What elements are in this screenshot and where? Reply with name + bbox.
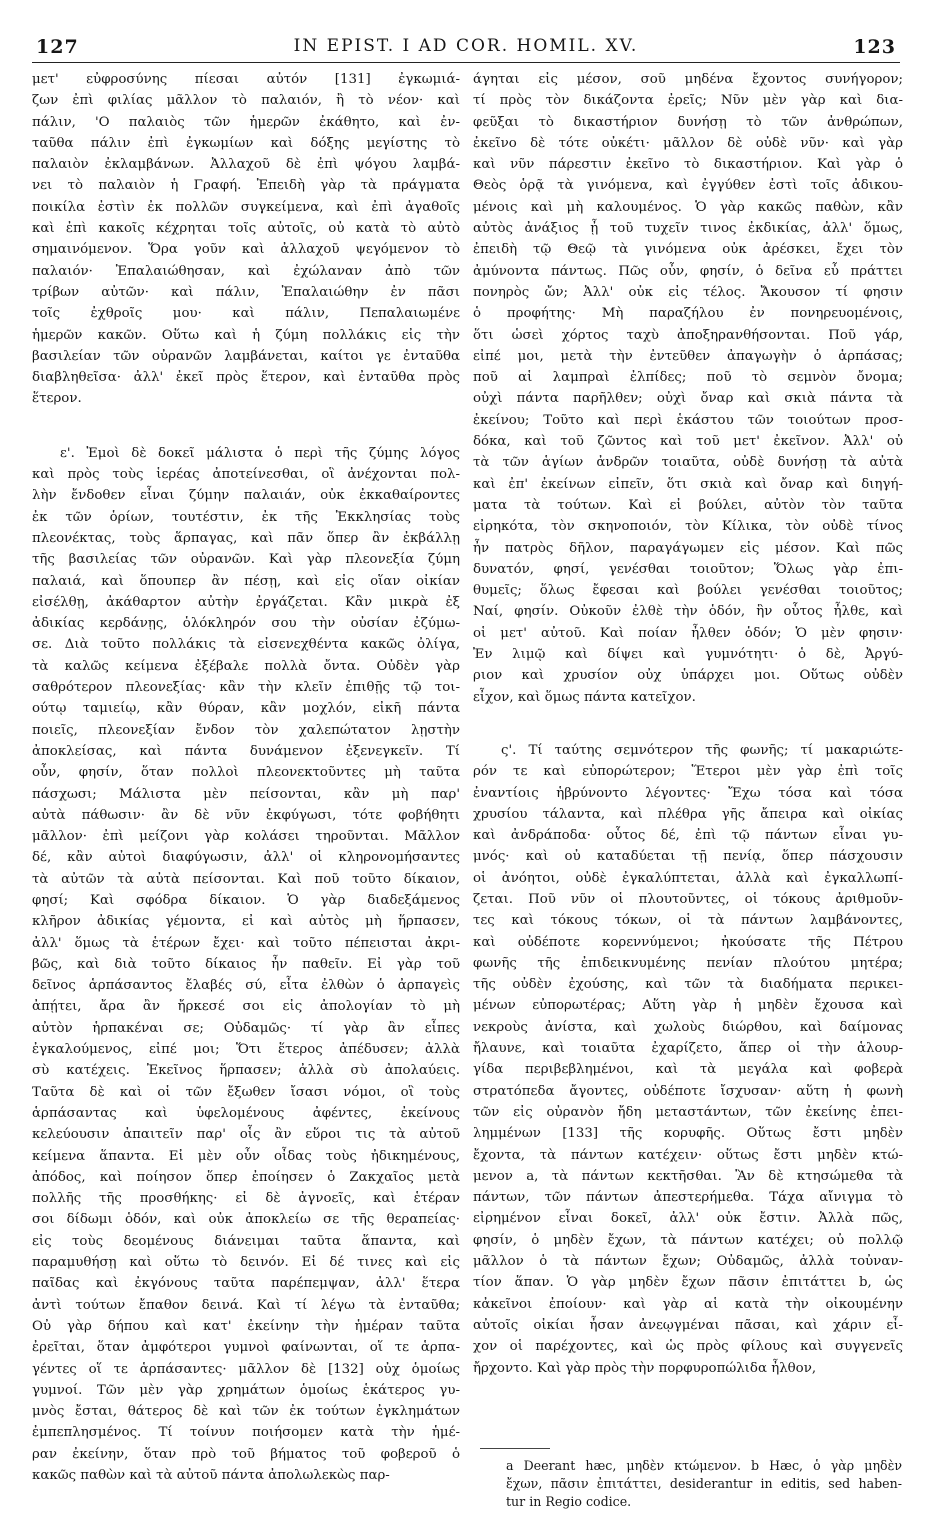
text-line: ἤλαυνε, καὶ τοιαῦτα ἐχαρίζετο, ἅπερ οἱ τὴν ἁλουρ- bbox=[473, 1041, 903, 1057]
text-line: εἰρημένον εἶναι δοκεῖ, ἀλλ' οὐκ ἔστιν. Ἀλλὰ πῶς, bbox=[473, 1211, 903, 1227]
text-line: Ναί, φησίν. Οὐκοῦν ἐλθὲ τὴν ὁδόν, ἣν οὗτος ἦλθε, καὶ bbox=[473, 604, 903, 620]
text-line: τί πρὸς τὸν δικάζοντα ἐρεῖς; Νῦν μὲν γὰρ καὶ δια- bbox=[473, 93, 903, 109]
text-line: οἱ μετ' αὐτοῦ. Καὶ ποίαν ἦλθεν ὁδόν; Ὁ μὲν φησιν· bbox=[473, 625, 903, 641]
text-line: οἱ ἀνόητοι, οὐδὲ ἐγκαλύπτεται, ἀλλὰ καὶ ἐγκαλλωπί- bbox=[473, 870, 903, 886]
paragraph-section-6 bbox=[473, 740, 903, 1379]
text-line: χον οἱ παρέχοντες, καὶ ὡς πρὸς φίλους καὶ συγγενεῖς bbox=[473, 1339, 903, 1355]
text-line: τίον ἅπαν. Ὁ γὰρ μηδὲν ἔχων πᾶσιν ἐπιτάττει b, ὡς bbox=[473, 1275, 903, 1291]
page-number-right: 123 bbox=[853, 36, 896, 58]
text-line: γέντες οἵ τε ἁρπάσαντες· μᾶλλον δὲ [132] οὐχ ὁμοίως bbox=[32, 1361, 460, 1377]
text-line: ἔχοντα, τὰ πάντων κατέχειν· οὕτως ἔστι μηδὲν κτώ- bbox=[473, 1147, 903, 1163]
text-line: ε'. Ἐμοὶ δὲ δοκεῖ μάλιστα ὁ περὶ τῆς ζύμης λόγος bbox=[60, 445, 460, 461]
text-line: ἐκ τῶν ὁρίων, τουτέστιν, ἐκ τῆς Ἐκκλησίας τοὺς bbox=[32, 509, 460, 525]
text-line: λημμένων [133] τῆς κορυφῆς. Οὕτως ἔστι μηδὲν bbox=[473, 1126, 903, 1142]
text-line: μένων εὐπορωτέρας; Αὕτη γὰρ ἡ μηδὲν ἔχουσα καὶ bbox=[473, 998, 903, 1014]
text-line: μᾶλλον· ἐπὶ μείζονι γὰρ κολάσει τηροῦνται. Μᾶλλον bbox=[32, 829, 460, 845]
text-line: ἐναντίοις ἡβρύνοντο λέγοντες· Ἔχω τόσα καὶ τόσα bbox=[473, 785, 903, 801]
text-line: Οὐ γὰρ δήπου καὶ κατ' ἐκείνην τὴν ἡμέραν ταῦτα bbox=[32, 1318, 460, 1334]
text-line: πονηρὸς ὤν; Ἀλλ' οὐκ εἰς τέλος. Ἄκουσον τί φησιν bbox=[473, 284, 903, 300]
text-line: ζεται. Ποῦ νῦν οἱ πλουτοῦντες, οἱ τόκους ἀριθμοῦν- bbox=[473, 891, 903, 907]
text-line: αὐτὰ πάθωσιν· ἂν δὲ νῦν ἐκφύγωσι, τότε φοβήθητι bbox=[32, 807, 460, 823]
text-line: στρατόπεδα ἄγοντες, οὐδέποτε ἴσχυσαν· αὕτη ἡ φωνὴ bbox=[473, 1083, 903, 1099]
text-line: κακῶς παθὼν καὶ τὰ αὐτοῦ πάντα ἀπολωλεκὼς παρ- bbox=[32, 1468, 390, 1483]
text-line: εἰρηκότα, τὸν σκηνοποιόν, τὸν Κίλικα, τὸν οὐδὲ τίνος bbox=[473, 519, 903, 535]
text-line: μετ' εὐφροσύνης πίεσαι αὐτόν [131] ἐγκωμιά- bbox=[32, 72, 460, 87]
text-line: δεῖνος ἁρπάσαντος ἔλαβές σύ, εἶτα ἐλθὼν ὁ ἀρπαγεὶς bbox=[32, 978, 460, 994]
text-line: ἁρπάσαντας καὶ ὑφελομένους ἀφέντες, ἐκείνους bbox=[32, 1105, 460, 1121]
text-line: φεῦξαι τὸ δικαστήριον δυνήσῃ τὸ τῶν ἀνθρώπων, bbox=[473, 114, 903, 130]
text-line: πλεονέκτας, τοὺς ἅρπαγας, καὶ πᾶν ὅπερ ἂν ἐκβάλλῃ bbox=[32, 530, 460, 546]
text-line: βασιλείαν τῶν οὐρανῶν λαμβάνεται, καίτοι γε ἐνταῦθα bbox=[32, 348, 460, 364]
text-line: οὖν, φησίν, ὅταν πολλοὶ πλεονεκτοῦντες μὴ ταῦτα bbox=[32, 765, 460, 781]
text-line: παλαιόν· Ἐπαλαιώθησαν, καὶ ἐχώλαναν ἀπὸ τῶν bbox=[32, 263, 460, 279]
text-line: σε. Διὰ τοῦτο πολλάκις τὰ εἰσενεχθέντα κακῶς ὀλίγα, bbox=[32, 637, 460, 653]
text-line: πάλιν, 'Ο παλαιὸς τῶν ἡμερῶν ἐκάθητο, καὶ ἐν- bbox=[32, 114, 460, 130]
text-line: μνός· καὶ οὐ καταδύεται τῇ πενίᾳ, ὅπερ πάσχουσιν bbox=[473, 849, 903, 865]
footnote-line: a Deerant hæc, μηδὲν κτώμενον. b Hæc, ὁ γὰρ μηδὲν bbox=[506, 1458, 902, 1473]
text-line: Ταῦτα δὲ καὶ οἱ τῶν ἔξωθεν ἴσασι νόμοι, οἳ τοὺς bbox=[32, 1084, 460, 1100]
text-line: ραν ἐκείνην, ὅταν πρὸ τοῦ βήματος τοῦ φοβεροῦ ὁ bbox=[32, 1446, 460, 1462]
text-line: καὶ πρὸς τοὺς ἱερέας ἀποτείνεσθαι, οἳ ἀνέχονται πολ- bbox=[32, 467, 460, 483]
text-line: οὐχὶ πάντα παρῆλθεν; οὐχὶ ὄναρ καὶ σκιὰ πάντα τὰ bbox=[473, 391, 903, 407]
text-line: ἦν πατρὸς δῆλον, παραγάγωμεν εἰς μέσον. Καὶ πῶς bbox=[473, 540, 903, 556]
text-line: γυμνοί. Τῶν μὲν γὰρ χρημάτων ὁμοίως ἑκάτερος γυ- bbox=[32, 1382, 460, 1398]
text-line: ούτῳ ταμιείῳ, κἂν θύραν, κἂν μοχλόν, εἰκῆ πάντα bbox=[32, 701, 460, 717]
text-line: κλῆρον ἀδικίας γέμοντα, εἰ καὶ αὐτὸς μὴ ἥρπασεν, bbox=[32, 914, 460, 930]
text-line: μᾶλλον ὁ τὰ πάντων ἔχων; Οὐδαμῶς, ἀλλὰ τοὐναν- bbox=[473, 1254, 903, 1270]
text-line: καὶ νῦν πάρεστιν ἐκεῖνο τὸ δικαστήριον. Καὶ γὰρ ὁ bbox=[473, 157, 903, 173]
text-line: ἀπῄτει, ἄρα ἂν ἤρκεσέ σοι εἰς ἀπολογίαν τὸ μὴ bbox=[32, 999, 460, 1015]
text-line: ἡμερῶν κακῶν. Οὕτω καὶ ἡ ζύμη πολλάκις εἰς τὴν bbox=[32, 327, 460, 343]
left-column bbox=[32, 69, 460, 1486]
text-line: σημαινόμενον. Ὅρα γοῦν καὶ ἀλλαχοῦ ψεγόμενον τὸ bbox=[32, 242, 460, 258]
paragraph bbox=[32, 69, 460, 410]
text-line: ταῦθα πάλιν ἐπὶ ἐγκωμίων καὶ δόξης μεγίστης τὸ bbox=[32, 135, 460, 151]
text-line: ματα τὰ τούτων. Καὶ εἰ βούλει, αὐτὸν τὸν ταῦτα bbox=[473, 497, 903, 513]
text-line: φησίν, ὁ μηδὲν ἔχων, τὰ πάντων κατέχει; οὐ πολλῷ bbox=[473, 1232, 903, 1248]
text-line: μενον a, τὰ πάντων κεκτῆσθαι. Ἂν δὲ κτησώμεθα τὰ bbox=[473, 1168, 903, 1184]
text-line: λὴν ἔνδοθεν εἶναι ζύμην παλαιάν, οὐκ ἐκκαθαίροντες bbox=[32, 488, 460, 504]
text-line: θυμεῖς; ὅλως ἔφεσαι καὶ βούλει γενέσθαι τοιοῦτος; bbox=[473, 583, 903, 599]
text-line: ἤρχοντο. Καὶ γὰρ πρὸς τὴν πορφυροπώλιδα ἦλθον, bbox=[473, 1360, 817, 1376]
text-line: εἶχον, καὶ ὅμως πάντα κατεῖχον. bbox=[473, 689, 696, 705]
text-line: δόκα, καὶ τοῦ ζῶντος καὶ τοῦ μετ' ἐκεῖνον. Ἀλλ' οὐ bbox=[473, 434, 903, 450]
text-line: ς'. Τί ταύτης σεμνότερον τῆς φωνῆς; τί μακαριώτε- bbox=[501, 742, 903, 758]
text-line: παλαιὸν ἐκλαμβάνων. Ἀλλαχοῦ δὲ ἐπὶ ψόγου λαμβά- bbox=[32, 157, 460, 173]
text-line: δέ, κἂν αὐτοὶ διαφύγωσιν, ἀλλ' οἱ κληρονομήσαντες bbox=[32, 850, 460, 866]
text-line: ἀντὶ τούτων ἔπαθον δεινά. Καὶ τί λέγω τὰ ἐνταῦθα; bbox=[32, 1297, 460, 1313]
text-line: Θεὸς ὁρᾷ τὰ γινόμενα, καὶ ἐγγύθεν ἐστὶ τοῖς ἀδικου- bbox=[473, 178, 903, 194]
paragraph bbox=[473, 69, 903, 708]
text-line: φησί; Καὶ σφόδρα δίκαιον. Ὁ γὰρ διαδεξάμενος bbox=[32, 892, 460, 908]
text-line: νεκροὺς ἀνίστα, καὶ χωλοὺς διώρθου, καὶ δαίμονας bbox=[473, 1019, 903, 1035]
text-line: τοῖς ἐχθροῖς μου· καὶ πάλιν, Πεπαλαιωμένε bbox=[32, 306, 460, 322]
text-line: καὶ οὐδέποτε κορεννύμενοι; ἠκούσατε τῆς Πέτρου bbox=[473, 934, 903, 950]
text-line: τῆς βασιλείας τῶν οὐρανῶν. Καὶ γὰρ πλεονεξία ζύμη bbox=[32, 552, 460, 568]
text-line: παῖδας καὶ ἐκγόνους ταῦτα παρέπεμψαν, ἀλλ' ἕτερα bbox=[32, 1276, 460, 1292]
text-line: ἀποκλείσας, καὶ πάντα δυνάμενον ἐξενεγκεῖν. Τί bbox=[32, 743, 460, 759]
text-line: Ἐν λιμῷ καὶ δίψει καὶ γυμνότητι· ὁ δὲ, Ἀργύ- bbox=[473, 647, 903, 663]
text-line: τὰ αὐτῶν τὰ αὐτὰ πείσονται. Καὶ ποῦ τοῦτο δίκαιον, bbox=[32, 871, 460, 887]
text-line: τὰ τῶν ἁγίων ἀνδρῶν τοιαῦτα, οὐδὲ δυνήσῃ τὰ αὐτὰ bbox=[473, 455, 903, 471]
text-line: μένοις καὶ μὴ καλουμένος. Ὁ γὰρ κακῶς παθὼν, κἂν bbox=[473, 199, 903, 215]
text-line: ποιεῖς, πλεονεξίαν ἔνδον τὸν χαλεπώτατον λῃστὴν bbox=[32, 722, 460, 738]
text-line: ἐκεῖνο δὲ τότε οὐκέτι· μᾶλλον δὲ οὐδὲ νῦν· καὶ γὰρ bbox=[473, 135, 903, 151]
text-line: άγηται εἰς μέσον, σοῦ μηδένα ἔχοντος συνήγορον; bbox=[473, 72, 903, 87]
text-line: εἰσέλθῃ, ἀκάθαρτον αὐτὴν ἐργάζεται. Κἂν μικρὰ ἐξ bbox=[32, 594, 460, 610]
text-line: ἀδικίας κερδάνῃς, ὁλόκληρόν σου τὴν οὐσίαν ἐζύμω- bbox=[32, 616, 460, 632]
text-line: παραμυθήσῃ καὶ οὕτω τὸ δεινόν. Εἰ δέ τινες καὶ εἰς bbox=[32, 1255, 460, 1271]
text-line: χρυσίου τάλαντα, καὶ πλέθρα γῆς ἄπειρα καὶ οἰκίας bbox=[473, 806, 903, 822]
text-line: αὐτὸν ἡρπακέναι σε; Οὐδαμῶς· τί γὰρ ἂν εἶπες bbox=[32, 1020, 460, 1036]
text-line: κελεύουσιν ἀπαιτεῖν παρ' οἷς ἂν εὕροι τις τὰ αὐτοῦ bbox=[32, 1127, 460, 1143]
text-line: διαβληθεῖσα· ἀλλ' ἐκεῖ πρὸς ἕτερον, καὶ ἐνταῦθα πρὸς bbox=[32, 370, 460, 386]
text-line: τες καὶ τόκους τόκων, οἱ τὰ πάντων λαμβάνοντες, bbox=[473, 913, 903, 929]
text-line: ρόν τε καὶ εὐπορώτερον; Ἕτεροι μὲν γὰρ ἐπὶ τοῖς bbox=[473, 764, 903, 780]
text-line: κἀκεῖνοι ἐποίουν· καὶ γὰρ αἱ κατὰ τὴν οἰκουμένην bbox=[473, 1296, 903, 1312]
text-line: ἐπειδὴ τῷ Θεῷ τὰ γινόμενα οὐκ ἀρέσκει, ἔχει τὸν bbox=[473, 242, 903, 258]
text-line: φωνῆς τῆς ἐπιδεικνυμένης πενίαν πλούτου μητέρα; bbox=[473, 955, 903, 971]
paragraph-section-5 bbox=[32, 443, 460, 1487]
text-line: πάσχωσι; Μάλιστα μὲν πείσονται, κἂν μὴ παρ' bbox=[32, 786, 460, 802]
text-line: σοι δίδωμι ὁδόν, καὶ οὐκ ἀποκλείω σε τῆς θεραπείας· bbox=[32, 1212, 460, 1228]
text-line: αὐτὸς ἀνάξιος ᾖ τοῦ τυχεῖν τινος ἐκδικίας, ἀλλ' ὅμως, bbox=[473, 221, 903, 237]
text-line: βῶς, καὶ διὰ τοῦτο δίκαιος ἦν παθεῖν. Εἰ γὰρ τοῦ bbox=[32, 956, 460, 972]
text-line: εἰπέ μοι, μετὰ τὴν ἐντεῦθεν ἀπαγωγὴν ὁ ἁρπάσας; bbox=[473, 348, 903, 364]
text-line: μνὸς ἔσται, θάτερος δὲ καὶ τῶν ἐκ τούτων ἐγκλημάτων bbox=[32, 1404, 460, 1420]
footnote-line: tur in Regio codice. bbox=[506, 1494, 632, 1509]
text-line: καὶ ἐπ' ἐκείνων εἰπεῖν, ὅτι σκιὰ καὶ ὄναρ καὶ διηγή- bbox=[473, 476, 903, 492]
text-line: ἀπόδος, καὶ ποίησον ὅπερ ἐποίησεν ὁ Ζακχαῖος μετὰ bbox=[32, 1169, 460, 1185]
right-column bbox=[473, 69, 903, 1379]
text-line: ποῦ αἱ λαμπραὶ ἐλπίδες; ποῦ τὸ σεμνὸν ὄνομα; bbox=[473, 370, 903, 386]
text-line: γίδα περιβεβλημένοι, καὶ τὰ μεγάλα καὶ φοβερὰ bbox=[473, 1062, 903, 1078]
text-line: ἕτερον. bbox=[32, 391, 82, 407]
text-line: ποικίλα ἐστὶν ἐκ πολλῶν συγκείμενα, καὶ ἐπὶ ἀγαθοῖς bbox=[32, 199, 460, 215]
text-line: ἐκείνου; Τοῦτο καὶ περὶ ἑκάστου τῶν τοιούτων προσ- bbox=[473, 412, 903, 428]
text-line: σὺ κατέχεις. Ἐκεῖνος ἥρπασεν; ἀλλὰ σὺ ἀπολαύεις. bbox=[32, 1063, 460, 1079]
text-line: εἰς τοὺς δεομένους διάνειμαι ταῦτα ἅπαντα, καὶ bbox=[32, 1233, 460, 1249]
text-line: παλαιά, καὶ ὅπουπερ ἂν πέσῃ, καὶ εἰς οἵαν οἰκίαν bbox=[32, 573, 460, 589]
text-line: ἐμπεπλησμένος. Τί τοίνυν ποιήσομεν κατὰ τὴν ἡμέ- bbox=[32, 1425, 460, 1441]
text-line: νει τὸ παλαιὸν ἡ Γραφή. Ἐπειδὴ γὰρ τὰ πράγματα bbox=[32, 178, 460, 194]
running-header bbox=[32, 34, 900, 63]
text-line: ριον καὶ χρυσίον οὐχ ὑπάρχει μοι. Οὕτως οὐδὲν bbox=[473, 668, 903, 684]
text-line: ὁ προφήτης· Μὴ παραζήλου ἐν πονηρευομένοις, bbox=[473, 306, 903, 322]
text-line: καὶ ἀνδράποδα· οὗτος δέ, ἐπὶ τῷ πάντων εἶναι γυ- bbox=[473, 828, 903, 844]
text-line: ὅτι ὡσεὶ χόρτος ταχὺ ἀποξηρανθήσονται. Ποῦ γάρ, bbox=[473, 327, 903, 343]
text-line: τὰ καλῶς κείμενα ἐξέβαλε πολλὰ ὄντα. Οὐδὲν γὰρ bbox=[32, 658, 460, 674]
text-line: ἀμύνοντα πάντως. Πῶς οὖν, φησίν, ὁ δεῖνα εὖ πράττει bbox=[473, 263, 903, 279]
text-line: τῶν εἰς οὐρανὸν ἤδη μεταστάντων, τῶν ἐκείνης ἐπει- bbox=[473, 1104, 903, 1120]
text-line: σαθρότερον πλεονεξίας· κἂν τὴν κλεῖν ἐπιθῇς τῷ τοι- bbox=[32, 680, 460, 696]
text-line: ἀλλ' ὅμως τὰ ἑτέρων ἔχει· καὶ τοῦτο πέπεισται ἀκρι- bbox=[32, 935, 460, 951]
page-number-left: 127 bbox=[36, 36, 79, 58]
footnote-line: ἔχων, πᾶσιν ἐπιτάττει, desiderantur in editis, sed haben- bbox=[506, 1476, 902, 1491]
footnote-rule bbox=[480, 1448, 550, 1449]
text-line: κείμενα ἅπαντα. Εἰ μὲν οὖν οἶδας τοὺς ἠδικημένους, bbox=[32, 1148, 460, 1164]
text-line: ἐρεῖται, ὅταν ἀμφότεροι γυμνοὶ φαίνωνται, οἵ τε ἁρπα- bbox=[32, 1340, 460, 1356]
text-line: τρίβων αὐτῶν· καὶ πάλιν, Ἐπαλαιώθην ἐν πᾶσι bbox=[32, 284, 460, 300]
text-line: ἐγκαλούμενος, εἰπέ μοι; Ὅτι ἕτερος ἀπέδυσεν; ἀλλὰ bbox=[32, 1042, 460, 1058]
text-line: αὐτοῖς οἰκίαι ἦσαν ἀνεῳγμέναι πᾶσαι, καὶ χάριν εἶ- bbox=[473, 1317, 903, 1333]
text-line: δυνατόν, φησί, γενέσθαι τοιοῦτον; Ὅλως γὰρ ἐπι- bbox=[473, 561, 903, 577]
text-line: πάντων, τῶν πάντων ἀπεστερήμεθα. Τάχα αἴνιγμα τὸ bbox=[473, 1190, 903, 1206]
text-line: καὶ ἐπὶ κακοῖς κέχρηται τοῖς αὐτοῖς, οὐ κατὰ τὸ αὐτὸ bbox=[32, 221, 460, 237]
footnotes bbox=[506, 1457, 902, 1511]
text-line: τῆς οὐδὲν ἐχούσης, καὶ τῶν τὰ διαδήματα περικει- bbox=[473, 977, 903, 993]
running-title: IN EPIST. I AD COR. HOMIL. XV. bbox=[293, 36, 639, 56]
text-line: ζων ἐπὶ φιλίας μᾶλλον τὸ παλαιόν, ἢ τὸ νέον· καὶ bbox=[32, 93, 460, 109]
text-line: πολλῆς τῆς προσθήκης· εἰ δὲ ἀγνοεῖς, καὶ ἑτέραν bbox=[32, 1191, 460, 1207]
